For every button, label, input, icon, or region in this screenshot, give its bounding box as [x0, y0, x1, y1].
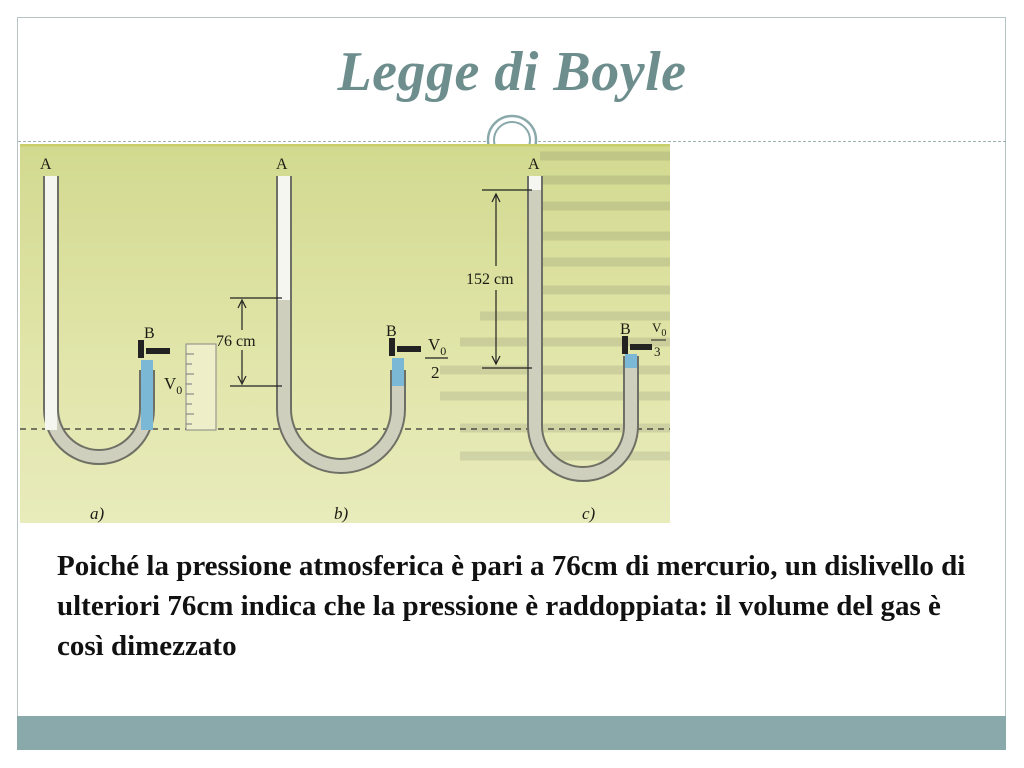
tube-b-volume-label: $V_0$ [428, 335, 447, 358]
ruler [186, 344, 216, 430]
tube-c-valve-label: B [620, 321, 631, 338]
tube-a-volume-label: $V_0$ [164, 374, 183, 397]
tube-c-volume-label: $V_0$ [652, 320, 667, 339]
tube-a-valve-label: B [144, 325, 155, 342]
tube-b-top-label: A [276, 156, 288, 173]
tube-c-panel-label: c) [582, 504, 596, 523]
tube-b-volume-denominator: 2 [431, 363, 440, 382]
tube-c-volume-denominator: 3 [654, 344, 661, 359]
slide-caption: Poiché la pressione atmosferica è pari a 76cm di mercurio, un dislivello di ulteriori 76cm indica che la pressione è raddoppiata: il volume del gas è così dimezzato [57, 550, 966, 662]
tube-c-top-label: A [528, 156, 540, 173]
slide-title: Legge di Boyle [337, 41, 687, 103]
tube-a-top-label: A [40, 156, 52, 173]
measure-76-label: 76 cm [216, 333, 256, 350]
boyle-apparatus-figure [20, 144, 670, 523]
footer-bar [17, 716, 1006, 750]
tube-b-panel-label: b) [334, 504, 349, 523]
tube-b-valve-label: B [386, 323, 397, 340]
tube-a-panel-label: a) [90, 504, 105, 523]
measure-152-label: 152 cm [466, 271, 514, 288]
